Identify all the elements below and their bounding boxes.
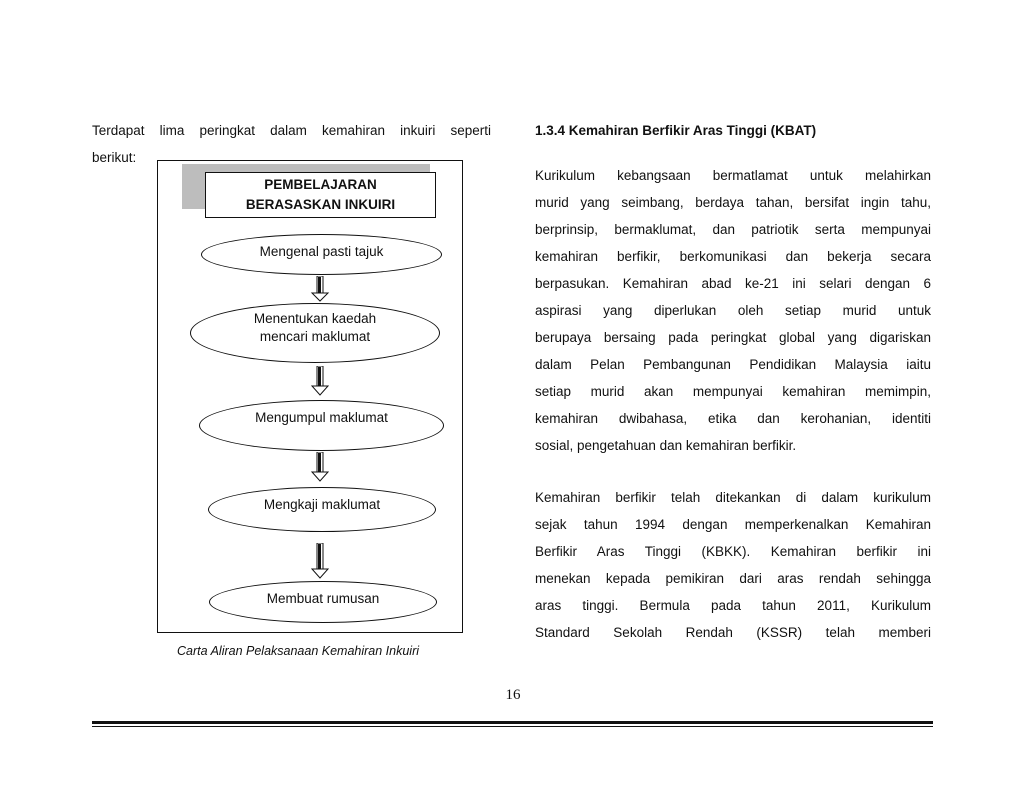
flow-step-make-conclusion [209,581,437,623]
flow-step-1-label: Mengenal pasti tajuk [259,244,384,259]
paragraph-2-line: Berfikir Aras Tinggi (KBKK). Kemahiran berfikir ini [535,544,931,559]
paragraph-2-line: menekan kepada pemikiran dari aras rendah sehingga [535,571,931,586]
paragraph-2-line: Standard Sekolah Rendah (KSSR) telah memberi [535,625,931,640]
paragraph-2-line: aras tinggi. Bermula pada tahun 2011, Kurikulum [535,598,931,613]
paragraph-1-line: setiap murid akan mempunyai kemahiran memimpin, [535,384,931,399]
flow-arrow-down-icon [310,276,332,302]
section-heading: 1.3.4 Kemahiran Berfikir Aras Tinggi (KBAT) [535,123,817,138]
paragraph-1-line: murid yang seimbang, berdaya tahan, bersifat ingin tahu, [535,195,931,210]
footer-rule-thin [92,726,933,727]
flowchart-title-line-1: PEMBELAJARAN [264,177,377,192]
flow-step-3-label: Mengumpul maklumat [255,410,388,425]
paragraph-1-line: aspirasi yang diperlukan oleh setiap murid untuk [535,303,931,318]
flow-step-2-label-line-1: Menentukan kaedah [253,311,377,326]
intro-line-1: Terdapat lima peringkat dalam kemahiran inkuiri seperti [92,123,491,138]
paragraph-1-line: Kurikulum kebangsaan bermatlamat untuk melahirkan [535,168,931,183]
page-number: 16 [505,687,521,703]
paragraph-2 [535,484,931,646]
flow-step-4-label: Mengkaji maklumat [263,497,381,512]
paragraph-1-line: berprinsip, bermaklumat, dan patriotik serta mempunyai [535,222,931,237]
flow-step-identify-topic [201,234,442,275]
intro-line-2: berikut: [92,150,137,165]
paragraph-1-line: berpasukan. Kemahiran abad ke-21 ini selari dengan 6 [535,276,931,291]
paragraph-2-line: Kemahiran berfikir telah ditekankan di dalam kurikulum [535,490,931,505]
paragraph-1-line: kemahiran dwibahasa, etika dan kerohanian, identiti [535,411,931,426]
right-column [535,117,931,671]
flowchart-title-line-2: BERASASKAN INKUIRI [245,197,396,212]
paragraph-1-line: kemahiran berfikir, berkomunikasi dan bekerja secara [535,249,931,264]
flowchart-caption: Carta Aliran Pelaksanaan Kemahiran Inkuiri [177,644,420,658]
paragraph-1-line: berupaya bersaing pada peringkat global yang digariskan [535,330,931,345]
paragraph-2-line: sejak tahun 1994 dengan memperkenalkan Kemahiran [535,517,931,532]
paragraph-1 [535,162,931,459]
footer-rule-thick [92,721,933,724]
flow-step-determine-method [190,303,440,363]
flowchart-title [205,172,436,218]
paragraph-1-line: sosial, pengetahuan dan kemahiran berfikir. [535,438,797,453]
flow-arrow-down-icon [310,543,332,579]
flow-arrow-down-icon [310,452,332,482]
flow-step-2-label-line-2: mencari maklumat [259,329,371,344]
flow-step-collect-information [199,400,444,451]
flow-step-5-label: Membuat rumusan [266,591,380,606]
flow-step-study-information [208,487,436,532]
flow-arrow-down-icon [310,366,332,396]
paragraph-1-line: dalam Pelan Pembangunan Pendidikan Malaysia iaitu [535,357,931,372]
